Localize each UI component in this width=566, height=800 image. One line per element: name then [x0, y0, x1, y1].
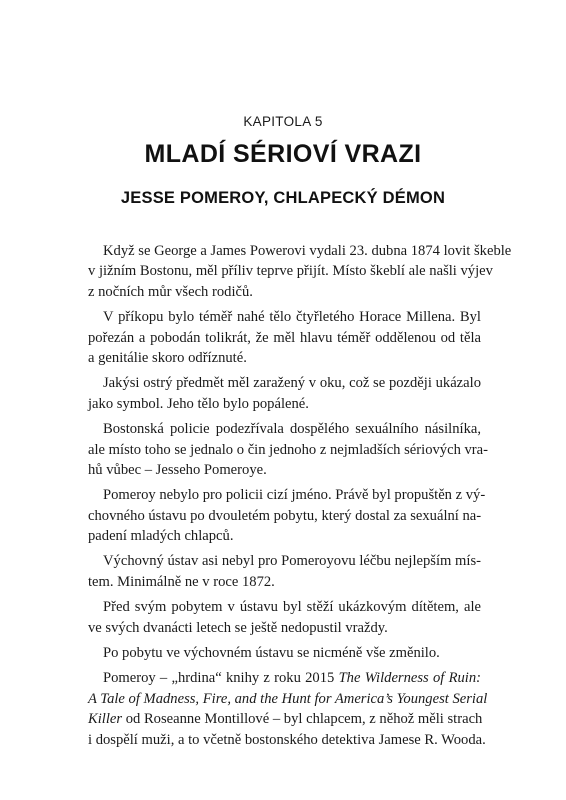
text-line: Výchovný ústav asi nebyl pro Pomeroyovu léčbu nejlepším mís- — [103, 553, 481, 570]
paragraph — [88, 551, 481, 592]
text-line: hů vůbec – Jesseho Pomeroye. — [88, 461, 267, 478]
text-line: Bostonská policie podezřívala dospělého sexuálního násilníka, — [103, 421, 481, 438]
text-line: jako symbol. Jeho tělo bylo popálené. — [88, 395, 309, 412]
paragraph — [88, 373, 481, 414]
text-line: ale místo toho se jednalo o čin jednoho z nejmladších sériových vra- — [88, 441, 489, 458]
text-line: chovného ústavu po dvouletém pobytu, který dostal za sexuální na- — [88, 507, 482, 524]
section-title: JESSE POMEROY, CHLAPECKÝ DÉMON — [120, 189, 446, 207]
chapter-title: MLADÍ SÉRIOVÍ VRAZI — [144, 140, 422, 168]
book-title-italic: A Tale of Madness, Fire, and the Hunt for America’s Youngest Serial — [88, 690, 488, 707]
text-line: z nočních můr všech rodičů. — [88, 283, 253, 300]
text-line — [88, 709, 481, 729]
text-line: tem. Minimálně ne v roce 1872. — [88, 573, 275, 590]
text-line — [88, 689, 488, 709]
paragraph — [88, 643, 481, 663]
book-title-italic: Killer — [88, 711, 123, 728]
paragraph — [88, 668, 488, 750]
book-title-italic: The Wilderness of Ruin: — [338, 670, 481, 687]
text-line: Když se George a James Powerovi vydali 23. dubna 1874 lovit škeble — [103, 243, 512, 259]
text-run: od Roseanne Montillové – byl chlapcem, z něhož měli strach — [122, 711, 483, 728]
text-run: Pomeroy – „hrdina“ knihy z roku 2015 — [103, 670, 339, 687]
text-line: Jakýsi ostrý předmět měl zaražený v oku, což se později ukázalo — [103, 375, 481, 392]
text-line: Pomeroy nebylo pro policii cizí jméno. Právě byl propuštěn z vý- — [103, 487, 486, 504]
paragraph — [88, 597, 481, 638]
paragraph — [88, 307, 481, 368]
text-line: v jižním Bostonu, měl příliv teprve přijít. Místo škeblí ale našli výjev — [88, 263, 493, 280]
text-line: a genitálie skoro odříznuté. — [88, 349, 247, 366]
text-line: ve svých dvanácti letech se ještě nedopustil vraždy. — [88, 619, 388, 636]
text-line: padení mladých chlapců. — [88, 528, 234, 545]
text-line: V příkopu bylo téměř nahé tělo čtyřletého Horace Millena. Byl — [103, 309, 481, 326]
text-line — [88, 668, 481, 688]
text-line: Po pobytu ve výchovném ústavu se nicméně vše změnilo. — [103, 645, 440, 662]
text-line: pořezán a pobodán tolikrát, že měl hlavu téměř oddělenou od těla — [88, 329, 481, 346]
paragraph — [88, 241, 512, 302]
text-line: i dospělí muži, a to včetně bostonského detektiva Jamese R. Wooda. — [88, 731, 486, 748]
paragraph — [88, 419, 489, 480]
paragraph — [88, 485, 486, 546]
body-text — [88, 241, 512, 750]
text-line: Před svým pobytem v ústavu byl stěží ukázkovým dítětem, ale — [103, 599, 481, 616]
chapter-label: KAPITOLA 5 — [243, 114, 323, 129]
